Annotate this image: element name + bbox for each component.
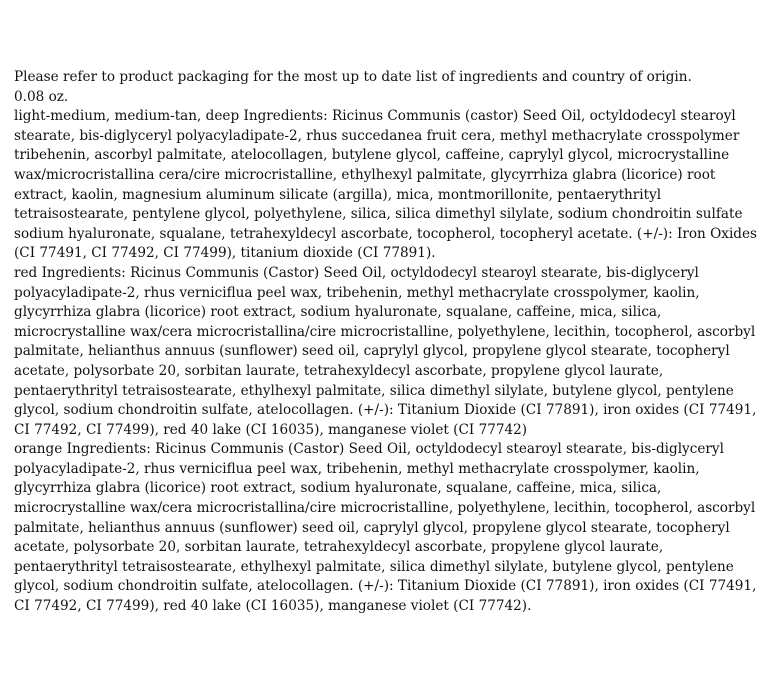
- product-size: 0.08 oz.: [14, 88, 69, 105]
- ingredients-orange: orange Ingredients: Ricinus Communis (Castor) Seed Oil, octyldodecyl stearoyl stearate, bis-diglyceryl polyacyladipate-2, rhus verniciflua peel wax, tribehenin, methyl methacrylate crosspolymer, kaolin, glycyrrhiza glabra (licorice) root extract, sodium hyaluronate, squalane, caffeine, mica, silica, microcrystalline wax/cera microcristallina/cire microcristalline, polyethylene, lecithin, tocopherol, ascorbyl palmitate, helianthus annuus (sunflower) seed oil, caprylyl glycol, propylene glycol stearate, tocopheryl acetate, polysorbate 20, sorbitan laurate, tetrahexyldecyl ascorbate, propylene glycol laurate, pentaerythrityl tetraisostearate, ethylhexyl palmitate, silica dimethyl silylate, butylene glycol, pentylene glycol, sodium chondroitin sulfate, atelocollagen. (+/-): Titanium Dioxide (CI 77891), iron oxides (CI 77491, CI 77492, CI 77499), red 40 lake (CI 16035), manganese violet (CI 77742).: [14, 441, 757, 615]
- ingredients-light-medium-medium-tan-deep: light-medium, medium-tan, deep Ingredients: Ricinus Communis (castor) Seed Oil, octyldodecyl stearoyl stearate, bis-diglyceryl polyacyladipate-2, rhus succedanea fruit cera, methyl methacrylate crosspolymer tribehenin, ascorbyl palmitate, atelocollagen, butylene glycol, caffeine, caprylyl glycol, microcrystalline wax/microcristallina cera/cire microcristalline, ethylhexyl palmitate, glycyrrhiza glabra (licorice) root extract, kaolin, magnesium aluminum silicate (argilla), mica, montmorillonite, pentaerythrityl tetraisostearate, pentylene glycol, polyethylene, silica, silica dimethyl silylate, sodium chondroitin sulfate sodium hyaluronate, squalane, tetrahexyldecyl ascorbate, tocopherol, tocopheryl acetate. (+/-): Iron Oxides (CI 77491, CI 77492, CI 77499), titanium dioxide (CI 77891).: [14, 108, 758, 262]
- packaging-notice: Please refer to product packaging for the most up to date list of ingredients and country of origin.: [14, 69, 692, 85]
- ingredients-red: red Ingredients: Ricinus Communis (Castor) Seed Oil, octyldodecyl stearoyl stearate, bis-diglyceryl polyacyladipate-2, rhus verniciflua peel wax, tribehenin, methyl methacrylate crosspolymer, kaolin, glycyrrhiza glabra (licorice) root extract, sodium hyaluronate, squalane, caffeine, mica, silica, microcrystalline wax/cera microcristallina/cire microcristalline, polyethylene, lecithin, tocopherol, ascorbyl palmitate, helianthus annuus (sunflower) seed oil, caprylyl glycol, propylene glycol stearate, tocopheryl acetate, polysorbate 20, sorbitan laurate, tetrahexyldecyl ascorbate, propylene glycol laurate, pentaerythrityl tetraisostearate, ethylhexyl palmitate, silica dimethyl silylate, butylene glycol, pentylene glycol, sodium chondroitin sulfate, atelocollagen. (+/-): Titanium Dioxide (CI 77891), iron oxides (CI 77491, CI 77492, CI 77499), red 40 lake (CI 16035), manganese violet (CI 77742): [14, 264, 757, 438]
- ingredients-document: [14, 68, 769, 617]
